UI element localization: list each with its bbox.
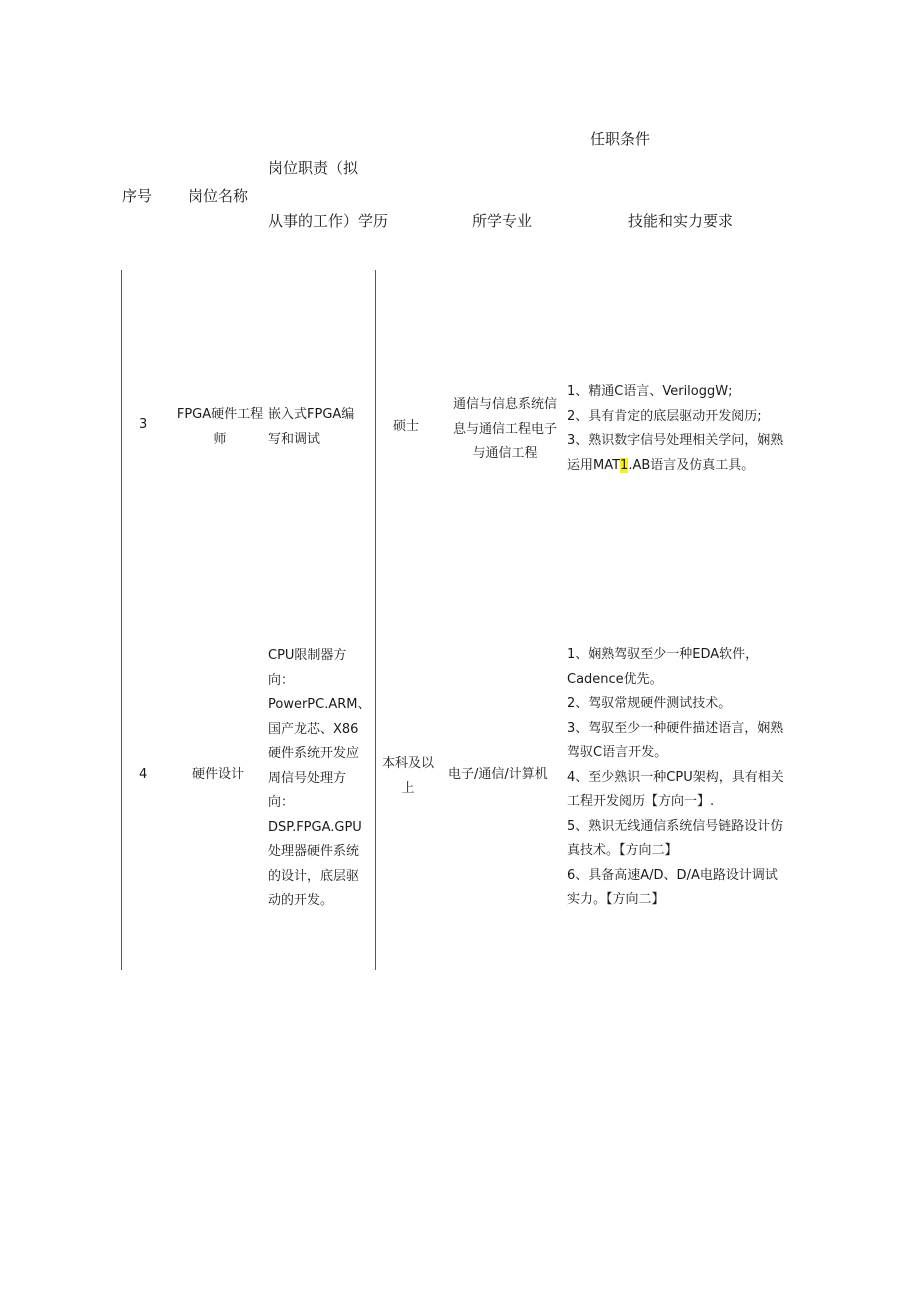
header-col-major: 所学专业 [472,212,533,230]
position-duty-line: 嵌入式FPGA编 [268,407,355,422]
position-duty [268,403,354,452]
position-name-line: FPGA硬件工程 [176,407,264,422]
table-left-rule [121,270,122,970]
requirement-line: 4、至少熟识一种CPU架构，具有相关 [567,769,784,785]
header-col-name: 岗位名称 [188,187,249,205]
header-group-title: 任职条件 [590,130,651,148]
major: 电子/通信/计算机 [448,767,548,782]
header-col-duty-line1: 岗位职责（拟 [268,159,359,177]
position-duty-line: DSP.FPGA.GPU [268,819,362,835]
position-duty-line: CPU限制器方 [268,648,347,663]
education-line: 本科及以 [381,756,434,771]
highlighted-text: 1 [620,457,629,473]
requirement-line: 6、具备高速A/D、D/A电路设计调试 [567,867,778,883]
requirement-line: 3、驾驭至少一种硬件描述语言，娴熟 [567,720,784,736]
requirement-line: 工程开发阅历【方向一】. [567,794,715,809]
position-name: 硬件设计 [192,767,245,782]
major [440,393,570,467]
position-duty-line: 写和调试 [268,431,321,447]
requirement-line: Cadence优先。 [567,671,663,687]
requirement-line: 1、娴熟驾驭至少一种EDA软件， [567,647,759,662]
position-duty-line: 动的开发。 [268,893,334,908]
major-line: 通信与信息系统信 [452,397,557,412]
position-name-line: 师 [213,431,227,447]
requirement-text: .AB语言及仿真工具。 [628,457,755,473]
requirement-line: 真技术。【方向二】 [567,843,678,858]
position-duty-line: 硬件系统开发应 [268,746,360,761]
requirements [567,643,784,913]
major-line: 息与通信工程电子 [452,421,557,437]
position-duty-line: 国产龙芯、X86 [268,721,359,737]
education-line: 上 [401,780,415,796]
position-duty-line: PowerPC.ARM、 [268,697,371,712]
requirement-item: 3、熟识数字信号处理相关学问，娴熟 [567,433,784,448]
requirement-line: 实力。【方向二】 [567,892,665,907]
requirement-line: 2、驾驭常规硬件测试技术。 [567,696,732,711]
major-line: 与通信工程 [472,446,538,461]
row-number: 3 [139,417,148,432]
header-col-duty-line2: 从事的工作）学历 [268,212,389,230]
requirement-line: 5、熟识无线通信系统信号链路设计仿 [567,818,784,834]
requirement-text: 运用MAT [567,457,621,473]
position-duty-line: 的设计，底层驱 [268,868,360,884]
education: 硕士 [393,419,420,434]
header-col-skill: 技能和实力要求 [628,212,734,230]
requirement-item: 2、具有肯定的底层驱动开发阅历; [567,408,762,424]
position-duty-line: 周信号处理方 [268,770,347,786]
requirements [567,380,783,478]
position-name [170,403,270,452]
requirement-item [567,454,783,479]
position-duty-line: 向： [268,795,295,810]
education [378,752,438,801]
header-col-no: 序号 [122,187,153,205]
position-duty [268,644,371,914]
requirement-line: 驾驭C语言开发。 [567,745,668,760]
position-duty-line: 向： [268,672,295,688]
position-duty-line: 处理器硬件系统 [268,844,360,859]
requirement-item: 1、精通C语言、VeriloggW; [567,384,733,399]
row-number: 4 [139,767,148,782]
table-inner-rule [375,270,376,970]
